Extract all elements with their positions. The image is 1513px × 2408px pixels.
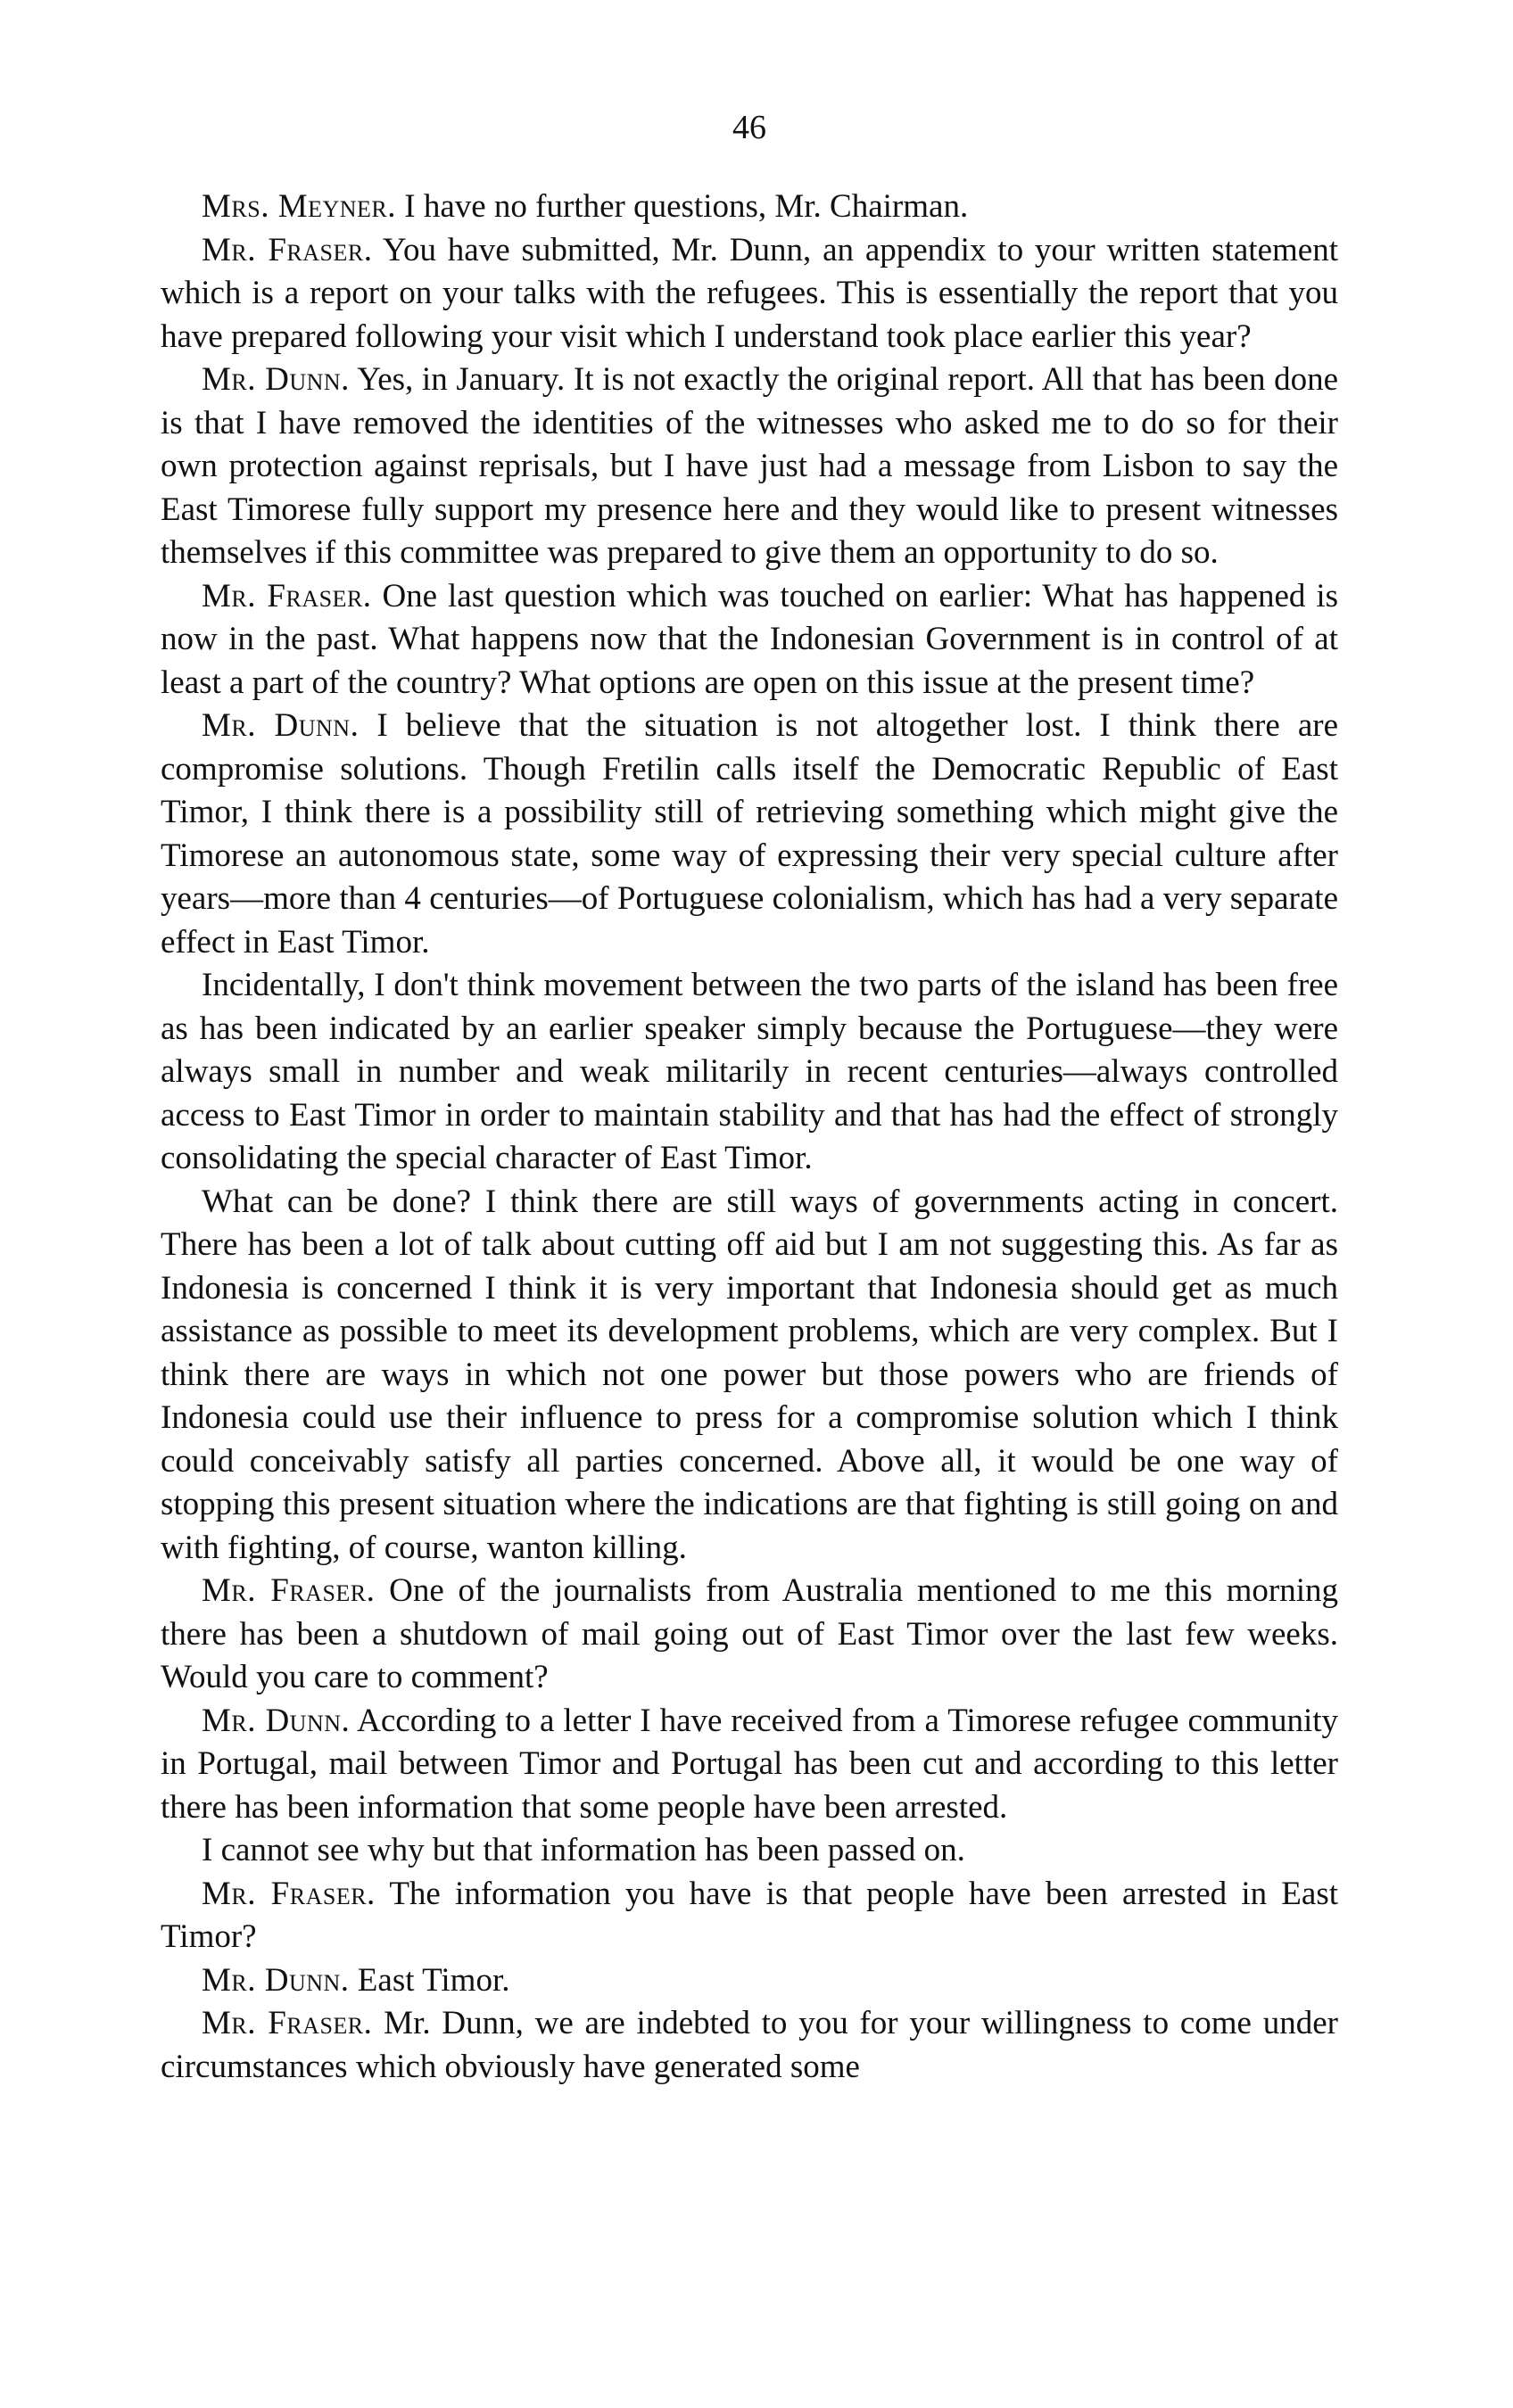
paragraph-1 bbox=[161, 186, 1338, 229]
paragraph-13 bbox=[161, 2002, 1338, 2089]
paragraph-text: Incidentally, I don't think movement between the two parts of the island has been free as has been indicated by an earlier speaker simply because the Portuguese—they were always small in number and weak militarily in recent centuries—always controlled access to East Timor in order to maintain stability and that has had the effect of strongly consolidating the special character of East Timor. bbox=[161, 967, 1338, 1176]
speaker-name: Mrs. Meyner. bbox=[202, 188, 397, 225]
paragraph-7 bbox=[161, 1181, 1338, 1571]
speaker-name: Mr. Dunn. bbox=[202, 1961, 350, 1999]
paragraph-text: One last question which was touched on earlier: What has happened is now in the past. What happens now that the Indonesian Government is in control of at least a part of the country? What options are open on this issue at the present time? bbox=[161, 577, 1339, 701]
speaker-name: Mr. Dunn. bbox=[202, 361, 350, 398]
speaker-name: Mr. Fraser. bbox=[202, 577, 372, 614]
paragraph-12 bbox=[161, 1959, 1338, 2003]
paragraph-text: According to a letter I have received from a Timorese refugee community in Portugal, mail between Timor and Portugal has been cut and according to this letter there has been information that some people have been arrested. bbox=[161, 1702, 1338, 1826]
paragraph-text: East Timor. bbox=[349, 1961, 510, 1999]
paragraph-6 bbox=[161, 964, 1338, 1181]
paragraph-5 bbox=[161, 705, 1338, 964]
paragraph-11 bbox=[161, 1873, 1338, 1959]
paragraph-8 bbox=[161, 1570, 1338, 1700]
paragraph-text: Yes, in January. It is not exactly the original report. All that has been done is that I have removed the identities of the witnesses who asked me to do so for their own protection against reprisals, but I have just had a message from Lisbon to say the East Timorese fully support my presence here and they would like to present witnesses themselves if this committee was prepared to give them an opportunity to do so. bbox=[161, 361, 1338, 571]
speaker-name: Mr. Fraser. bbox=[202, 2005, 373, 2041]
paragraph-text: You have submitted, Mr. Dunn, an appendix to your written statement which is a report on your talks with the refugees. This is essentially the report that you have prepared following your visit which I understand took place earlier this year? bbox=[161, 231, 1338, 355]
paragraph-text: I cannot see why but that information has been passed on. bbox=[202, 1832, 965, 1868]
document-page bbox=[161, 107, 1338, 2089]
paragraph-10 bbox=[161, 1829, 1338, 1873]
paragraph-3 bbox=[161, 359, 1338, 575]
paragraph-text: I believe that the situation is not altogether lost. I think there are compromise solutions. Though Fretilin calls itself the Democratic Republic of East Timor, I think there is a possibility still of retrieving something which might give the Timorese an autonomous state, some way of expressing their very special culture after years—more than 4 centuries—of Portuguese colonialism, which has had a very separate effect in East Timor. bbox=[161, 707, 1338, 961]
paragraph-4 bbox=[161, 575, 1338, 705]
paragraph-text: The information you have is that people have been arrested in East Timor? bbox=[161, 1875, 1338, 1955]
speaker-name: Mr. Fraser. bbox=[202, 1572, 376, 1609]
paragraph-2 bbox=[161, 229, 1338, 359]
paragraph-text: I have no further questions, Mr. Chairman. bbox=[396, 188, 969, 225]
speaker-name: Mr. Fraser. bbox=[202, 231, 373, 268]
paragraph-9 bbox=[161, 1700, 1338, 1830]
speaker-name: Mr. Fraser. bbox=[202, 1875, 376, 1912]
paragraph-text: Mr. Dunn, we are indebted to you for your willingness to come under circumstances which obviously have generated some bbox=[161, 2005, 1338, 2085]
paragraph-text: One of the journalists from Australia mentioned to me this morning there has been a shutdown of mail going out of East Timor over the last few weeks. Would you care to comment? bbox=[161, 1572, 1338, 1695]
page-number: 46 bbox=[732, 109, 766, 146]
paragraph-text: What can be done? I think there are still ways of governments acting in concert. There has been a lot of talk about cutting off aid but I am not suggesting this. As far as Indonesia is concerned I think it is very important that Indonesia should get as much assistance as possible to meet its development problems, which are very complex. But I think there are ways in which not one power but those powers who are friends of Indonesia could use their influence to press for a compromise solution which I think could conceivably satisfy all parties concerned. Above all, it would be one way of stopping this present situation where the indications are that fighting is still going on and with fighting, of course, wanton killing. bbox=[161, 1183, 1338, 1566]
speaker-name: Mr. Dunn. bbox=[202, 1702, 351, 1739]
speaker-name: Mr. Dunn. bbox=[202, 707, 360, 744]
